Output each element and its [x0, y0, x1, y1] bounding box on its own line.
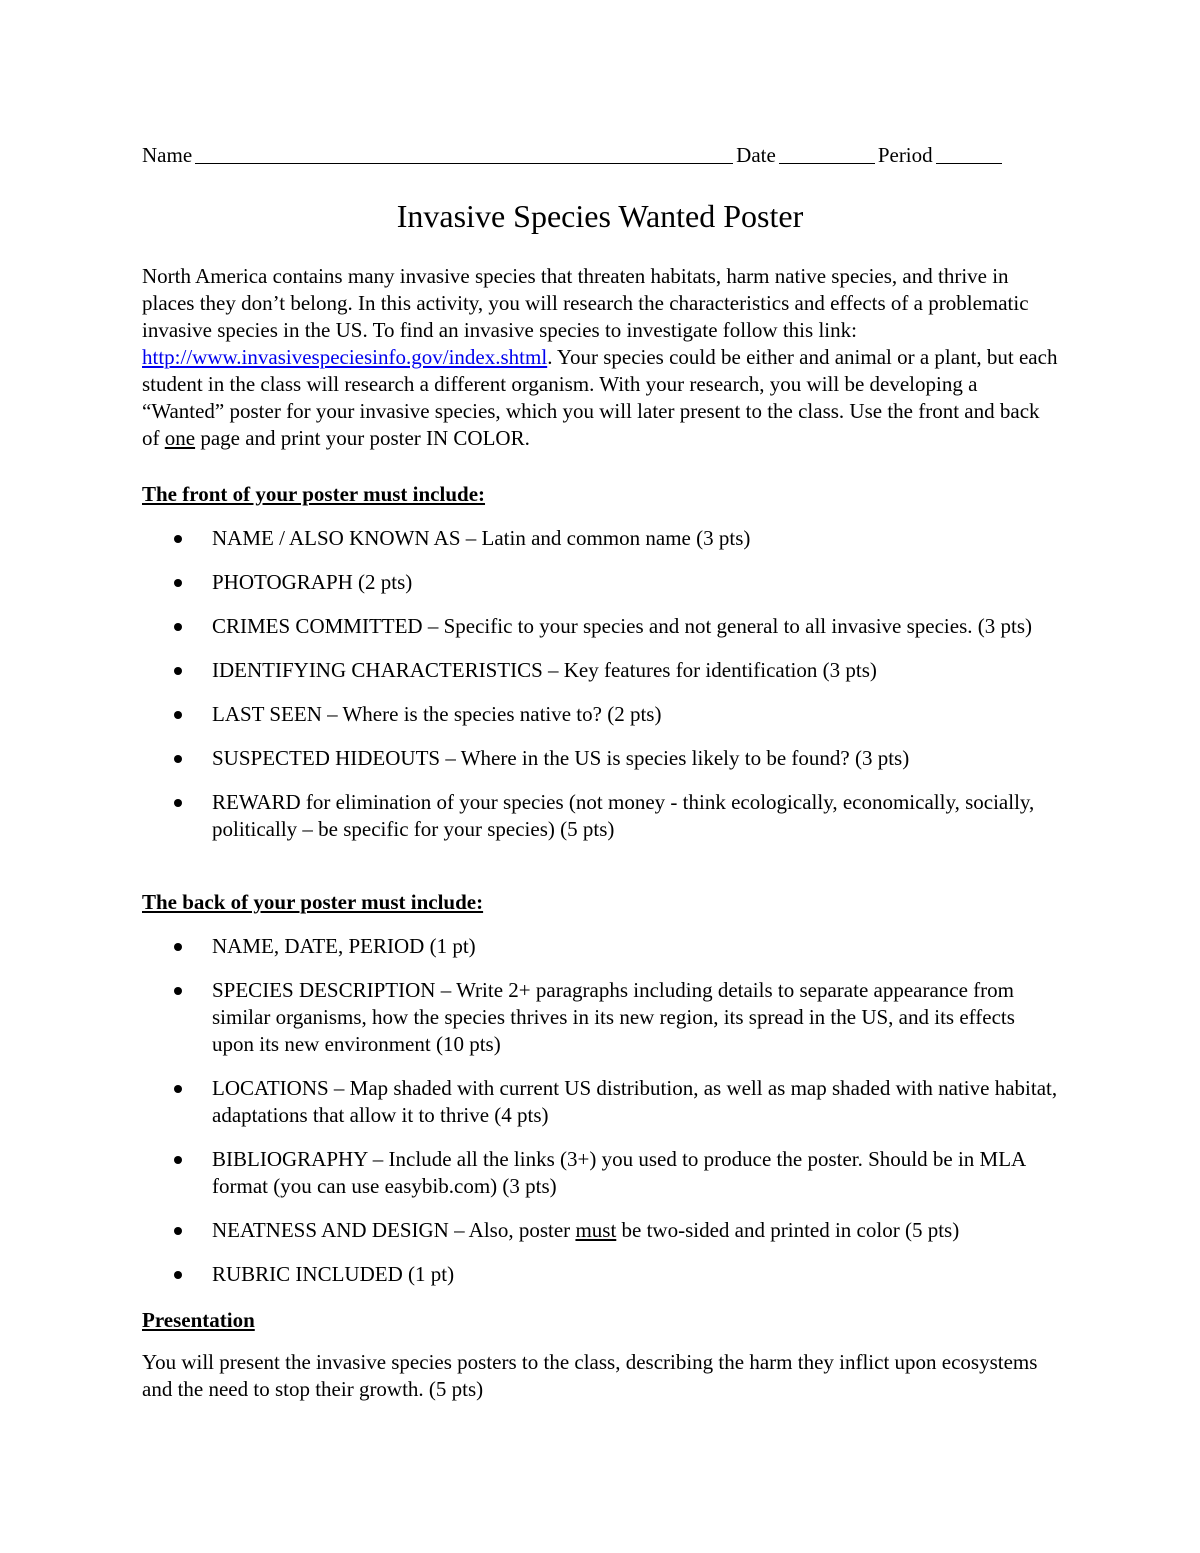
back-heading: The back of your poster must include: — [142, 890, 484, 914]
bullet-icon — [174, 755, 182, 763]
date-label: Date — [736, 143, 776, 167]
list-item: NEATNESS AND DESIGN – Also, poster must be two-sided and printed in color (5 pts) — [142, 1217, 1062, 1244]
intro-paragraph — [142, 263, 1062, 452]
list-item: LAST SEEN – Where is the species native to? (2 pts) — [142, 701, 1062, 728]
bullet-icon — [174, 799, 182, 807]
name-label: Name — [142, 143, 193, 167]
bullet-icon — [174, 579, 182, 587]
list-item: CRIMES COMMITTED – Specific to your species and not general to all invasive species. (3 pts) — [142, 613, 1062, 640]
intro-text-3: page and print your poster IN COLOR. — [195, 426, 530, 450]
bullet-icon — [174, 667, 182, 675]
list-item: SPECIES DESCRIPTION – Write 2+ paragraphs including details to separate appearance from similar organisms, how the species thrives in its new region, its spread in the US, and its effects upon its new environment (10 pts) — [142, 977, 1062, 1058]
front-requirements-list — [142, 525, 1062, 843]
bullet-icon — [174, 1227, 182, 1235]
list-item: PHOTOGRAPH (2 pts) — [142, 569, 1062, 596]
intro-text-1: North America contains many invasive species that threaten habitats, harm native species, and thrive in places they don’t belong. In this activity, you will research the characteristics and effects of a problematic invasive species in the US. To find an invasive species to investigate follow this link: — [142, 264, 1029, 342]
name-blank[interactable] — [195, 143, 733, 164]
back-requirements-list — [142, 933, 1062, 1288]
list-item: NAME / ALSO KNOWN AS – Latin and common name (3 pts) — [142, 525, 1062, 552]
period-blank[interactable] — [936, 143, 1002, 164]
front-heading: The front of your poster must include: — [142, 482, 486, 506]
bullet-icon — [174, 1271, 182, 1279]
list-item: NAME, DATE, PERIOD (1 pt) — [142, 933, 1062, 960]
intro-underlined-word: one — [164, 426, 196, 450]
presentation-paragraph — [142, 1349, 1062, 1403]
bullet-icon — [174, 535, 182, 543]
list-item: IDENTIFYING CHARACTERISTICS – Key features for identification (3 pts) — [142, 657, 1062, 684]
presentation-text: You will present the invasive species posters to the class, describing the harm they inflict upon ecosystems and the need to stop their growth. (5 pts) — [142, 1350, 1038, 1401]
list-item: SUSPECTED HIDEOUTS – Where in the US is species likely to be found? (3 pts) — [142, 745, 1062, 772]
list-item: RUBRIC INCLUDED (1 pt) — [142, 1261, 1062, 1288]
bullet-icon — [174, 1085, 182, 1093]
date-blank[interactable] — [779, 143, 875, 164]
student-info-line — [142, 141, 1062, 169]
invasive-species-link[interactable]: http://www.invasivespeciesinfo.gov/index.shtml — [142, 345, 548, 369]
bullet-icon — [174, 987, 182, 995]
bullet-icon — [174, 711, 182, 719]
bullet-icon — [174, 1156, 182, 1164]
list-item: REWARD for elimination of your species (not money - think ecologically, economically, socially, politically – be specific for your species) (5 pts) — [142, 789, 1062, 843]
presentation-heading: Presentation — [142, 1308, 255, 1332]
list-item: BIBLIOGRAPHY – Include all the links (3+) you used to produce the poster. Should be in MLA format (you can use easybib.com) (3 pts) — [142, 1146, 1062, 1200]
period-label: Period — [877, 143, 933, 167]
page-title: Invasive Species Wanted Poster — [396, 198, 804, 234]
intro-text-2: . Your species could be either and animal or a plant, but each student in the class will research a different organism. With your research, you will be developing a “Wanted” poster for your invasive species, which you will later present to the class. Use the front and back of — [142, 345, 1058, 450]
list-item: LOCATIONS – Map shaded with current US distribution, as well as map shaded with native habitat, adaptations that allow it to thrive (4 pts) — [142, 1075, 1062, 1129]
bullet-icon — [174, 943, 182, 951]
bullet-icon — [174, 623, 182, 631]
